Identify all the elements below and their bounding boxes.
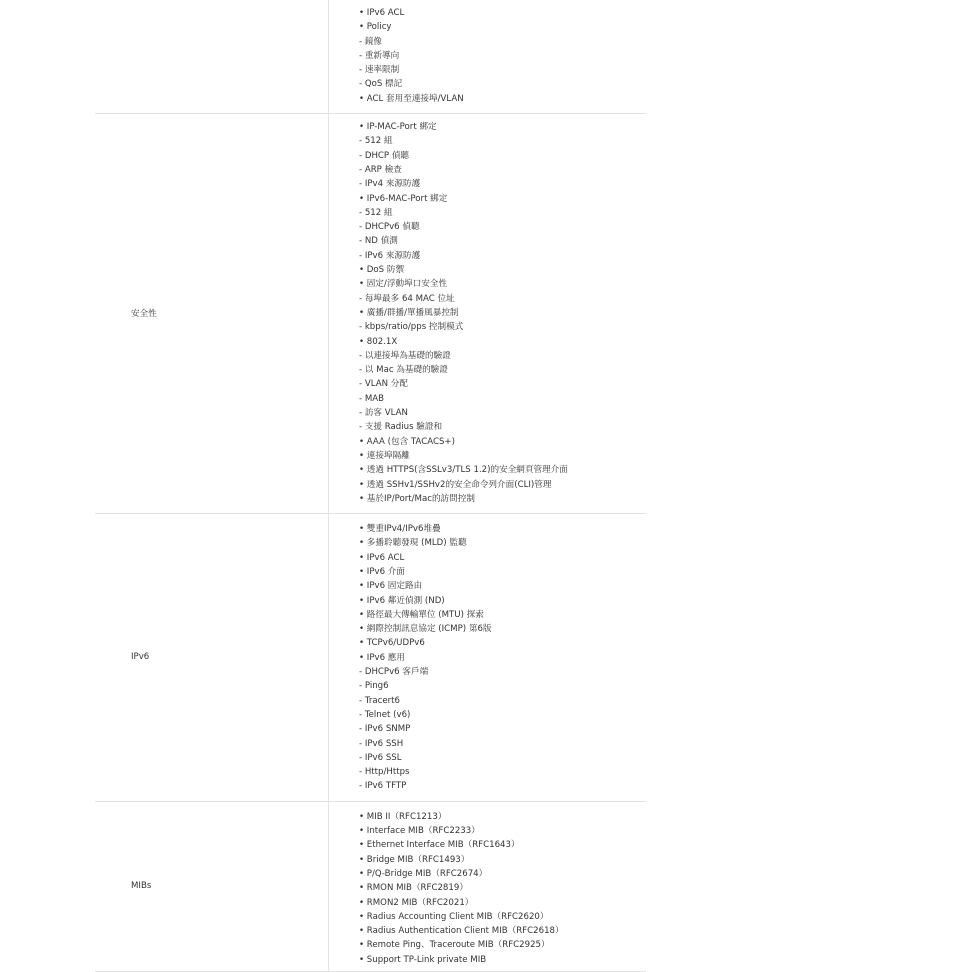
spec-list-item: • 多播聆聽發現 (MLD) 監聽 xyxy=(359,538,467,549)
spec-list-item: • Bridge MIB（RFC1493） xyxy=(359,854,470,865)
spec-row xyxy=(95,0,646,114)
spec-label: IPv6 xyxy=(131,652,150,663)
spec-list-item: - 支援 Radius 驗證和 xyxy=(359,422,443,433)
spec-label: MIBs xyxy=(131,881,152,892)
spec-list-item: • 網際控制訊息協定 (ICMP) 第6版 xyxy=(359,624,492,635)
spec-list-item: • 連接埠隔離 xyxy=(359,450,410,461)
spec-list-item: • Policy xyxy=(359,22,392,33)
spec-list-item: • RMON MIB（RFC2819） xyxy=(359,883,468,894)
spec-list-item: • IPv6 應用 xyxy=(359,652,405,663)
spec-list-item: - ARP 檢查 xyxy=(359,164,402,175)
spec-list-item: • 廣播/群播/單播風暴控制 xyxy=(359,307,459,318)
spec-list-item: - 512 組 xyxy=(359,136,393,147)
spec-table-body xyxy=(95,0,646,972)
spec-list-item: - 以連接埠為基礎的驗證 xyxy=(359,350,451,361)
spec-list-item: - IPv4 來源防護 xyxy=(359,179,421,190)
spec-list-item: - 速率限制 xyxy=(359,65,400,76)
spec-list-item: - IPv6 TFTP xyxy=(359,781,407,792)
spec-items-cell xyxy=(329,0,647,114)
spec-list-item: • TCPv6/UDPv6 xyxy=(359,638,425,649)
spec-items-cell xyxy=(329,801,647,971)
spec-list-item: - MAB xyxy=(359,393,385,404)
spec-list-item: • Remote Ping、Traceroute MIB（RFC2925） xyxy=(359,940,550,951)
spec-label-cell xyxy=(95,801,329,971)
spec-list-item: - DHCP 偵聽 xyxy=(359,150,410,161)
spec-label-cell xyxy=(95,114,329,514)
spec-list-item: - IPv6 SSH xyxy=(359,738,404,749)
spec-list-item: - DHCPv6 客戶端 xyxy=(359,667,429,678)
spec-list-item: - 以 Mac 為基礎的驗證 xyxy=(359,365,448,376)
spec-list-item: - 每埠最多 64 MAC 位址 xyxy=(359,293,455,304)
spec-list-item: • Radius Authentication Client MIB（RFC2618） xyxy=(359,926,564,937)
spec-list-item: - IPv6 來源防護 xyxy=(359,250,421,261)
spec-list-item: • IP-MAC-Port 綁定 xyxy=(359,122,437,133)
spec-list-item: - 鏡像 xyxy=(359,36,383,47)
spec-list-item: • 基於IP/Port/Mac的訪問控制 xyxy=(359,493,475,504)
spec-list-item: • ACL 套用至連接埠/VLAN xyxy=(359,93,464,104)
spec-table xyxy=(95,0,646,972)
spec-list-item: • 透過 HTTPS(含SSLv3/TLS 1.2)的安全網頁管理介面 xyxy=(359,465,568,476)
spec-list-item: • IPv6 固定路由 xyxy=(359,581,423,592)
spec-label-cell xyxy=(95,514,329,802)
spec-items-cell xyxy=(329,114,647,514)
spec-list-item: - IPv6 SSL xyxy=(359,752,402,763)
spec-list-item: • 透過 SSHv1/SSHv2的安全命令列介面(CLI)管理 xyxy=(359,479,552,490)
spec-list-item: - DHCPv6 偵聽 xyxy=(359,222,420,233)
spec-list-item: • MIB II（RFC1213） xyxy=(359,811,447,822)
spec-list-item: • IPv6 ACL xyxy=(359,552,405,563)
spec-list-item: - Http/Https xyxy=(359,767,410,778)
spec-list-item: - VLAN 分配 xyxy=(359,379,408,390)
spec-list-item: - 512 組 xyxy=(359,207,393,218)
spec-list-item: • Support TP-Link private MIB xyxy=(359,954,487,965)
spec-label: 安全性 xyxy=(131,308,157,319)
spec-list-item: • IPv6-MAC-Port 綁定 xyxy=(359,193,448,204)
spec-list-item: - Telnet (v6) xyxy=(359,709,411,720)
spec-label-cell xyxy=(95,0,329,114)
spec-list-item: • 路徑最大傳輸單位 (MTU) 探索 xyxy=(359,609,484,620)
spec-list-item: - 訪客 VLAN xyxy=(359,408,408,419)
spec-list-item: - kbps/ratio/pps 控制模式 xyxy=(359,322,464,333)
spec-list-item: - 重新導向 xyxy=(359,50,400,61)
spec-list-item: - Ping6 xyxy=(359,681,389,692)
spec-row xyxy=(95,801,646,971)
spec-list-item: • Interface MIB（RFC2233） xyxy=(359,826,480,837)
spec-list-item: • P/Q-Bridge MIB（RFC2674） xyxy=(359,868,488,879)
spec-row xyxy=(95,514,646,802)
spec-list-item: - QoS 標記 xyxy=(359,79,403,90)
spec-list-item: - ND 偵測 xyxy=(359,236,398,247)
spec-list-item: • DoS 防禦 xyxy=(359,265,405,276)
spec-row xyxy=(95,114,646,514)
spec-items-cell xyxy=(329,514,647,802)
spec-list-item: • IPv6 介面 xyxy=(359,566,405,577)
spec-list-item: • 固定/浮動埠口安全性 xyxy=(359,279,448,290)
spec-list-item: • 雙重IPv4/IPv6堆疊 xyxy=(359,524,441,535)
spec-list-item: - Tracert6 xyxy=(359,695,400,706)
spec-list-item: • IPv6 鄰近偵測 (ND) xyxy=(359,595,445,606)
spec-list-item: • IPv6 ACL xyxy=(359,8,405,18)
spec-list-item: - IPv6 SNMP xyxy=(359,724,411,735)
spec-list-item: • Radius Accounting Client MIB（RFC2620） xyxy=(359,911,549,922)
spec-list-item: • 802.1X xyxy=(359,336,398,347)
spec-list-item: • RMON2 MIB（RFC2021） xyxy=(359,897,474,908)
spec-list-item: • Ethernet Interface MIB（RFC1643） xyxy=(359,840,520,851)
spec-list-item: • AAA (包含 TACACS+) xyxy=(359,436,455,447)
